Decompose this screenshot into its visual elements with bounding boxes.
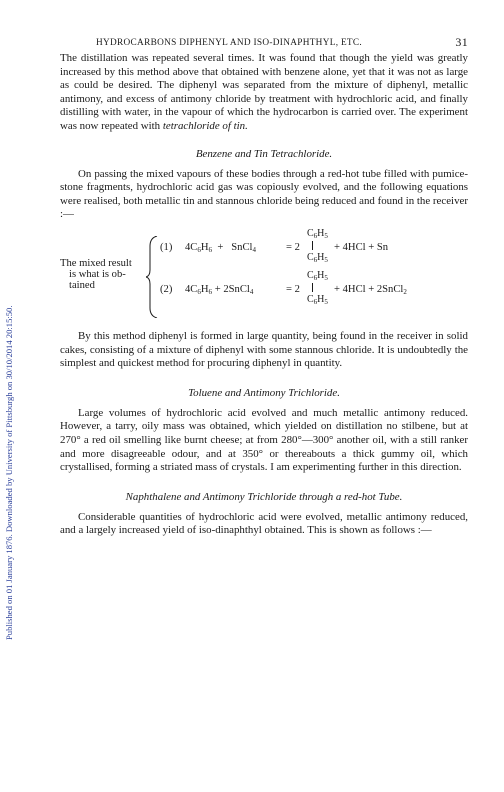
eq1-bond-line xyxy=(312,241,313,250)
running-head xyxy=(60,36,468,52)
section3-paragraph: Considerable quantities of hydrochloric acid were evolved, metallic antimony reduced, and a largely increased yield of iso-dinaphthyl obtained. This is shown as follows :— xyxy=(60,510,468,537)
eq2-product-top: $C_6H_5$ xyxy=(307,269,328,282)
eq1-tail: + 4HCl + Sn xyxy=(334,241,389,253)
reaction-label: The mixed result is what is ob- tained xyxy=(60,257,132,291)
reaction-equations xyxy=(60,226,468,320)
eq2-equals: = 2 xyxy=(286,283,300,295)
intro-italic-tail: tetrachloride of tin. xyxy=(162,119,248,132)
eq2-bond-line xyxy=(312,283,313,292)
journal-page xyxy=(60,36,468,538)
section2-paragraph: Large volumes of hydrochloric acid evolved and much metallic antimony reduced. However, a tarry, oily mass was obtained, which yielded on distillation no stilbene, but at 270° a red oil smelling like burnt cheese; at from 280°—300° another oil, with a still ranker and more disagreeable odour, and at 350° or thereabouts a thick gummy oil, which crystallised, forming a striated mass of crystals. I am experimenting further in this direction. xyxy=(60,406,468,474)
running-title: HYDROCARBONS DIPHENYL AND ISO-DINAPHTHYL, ETC. xyxy=(96,38,363,48)
page-number: 31 xyxy=(455,35,468,49)
eq2-number: (2) xyxy=(160,283,173,295)
eq1-equals: = 2 xyxy=(286,241,300,253)
eq1-number: (1) xyxy=(160,241,173,253)
intro-text: The distillation was repeated several times. It was found that though the yield was greatly increased by this method above that obtained with benzene alone, yet that it was not as large as could be desired. The diphenyl was separated from the mixture of diphenyl, metallic antimony, and excess of antimony chloride by treatment with hydrochloric acid, and finally distilling with water, in the vapour of which the hydrocarbon is carried over. The experiment was now repeated with xyxy=(60,52,468,132)
download-watermark xyxy=(4,80,18,640)
watermark-text: Published on 01 January 1876. Downloaded by University of Pittsburgh on 30/10/2014 20:15:50. xyxy=(4,305,14,640)
intro-paragraph xyxy=(60,52,468,134)
section1-paragraph-2: By this method diphenyl is formed in large quantity, being found in the receiver in solid cakes, consisting of a mixture of diphenyl with some stannous chloride. It is undoubtedly the simplest and quickest method for procuring diphenyl in quantity. xyxy=(60,329,468,370)
section-heading-toluene-antimony: Toluene and Antimony Trichloride. xyxy=(188,386,340,399)
eq2-product-bottom: $C_6H_5$ xyxy=(307,293,328,306)
left-brace xyxy=(146,236,158,318)
eq1-product-bottom: $C_6H_5$ xyxy=(307,251,328,264)
eq1-reactants: $4C_6H_6$ + SnCl$_4$ xyxy=(185,241,256,254)
section-heading-benzene-tin: Benzene and Tin Tetrachloride. xyxy=(195,147,333,160)
section-heading-naphthalene-antimony: Naphthalene and Antimony Trichloride through a red-hot Tube. xyxy=(125,490,403,503)
eq2-reactants: $4C_6H_6$ + 2SnCl$_4$ xyxy=(185,283,254,296)
eq2-tail: + 4HCl + 2SnCl$_2$ xyxy=(334,283,407,296)
eq1-product-top: $C_6H_5$ xyxy=(307,227,328,240)
section1-paragraph-1: On passing the mixed vapours of these bodies through a red-hot tube filled with pumice-stone fragments, hydrochloric acid gas was copiously evolved, and the following equations were realised, both metallic tin and stannous chloride being reduced and found in the receiver :— xyxy=(60,167,468,221)
